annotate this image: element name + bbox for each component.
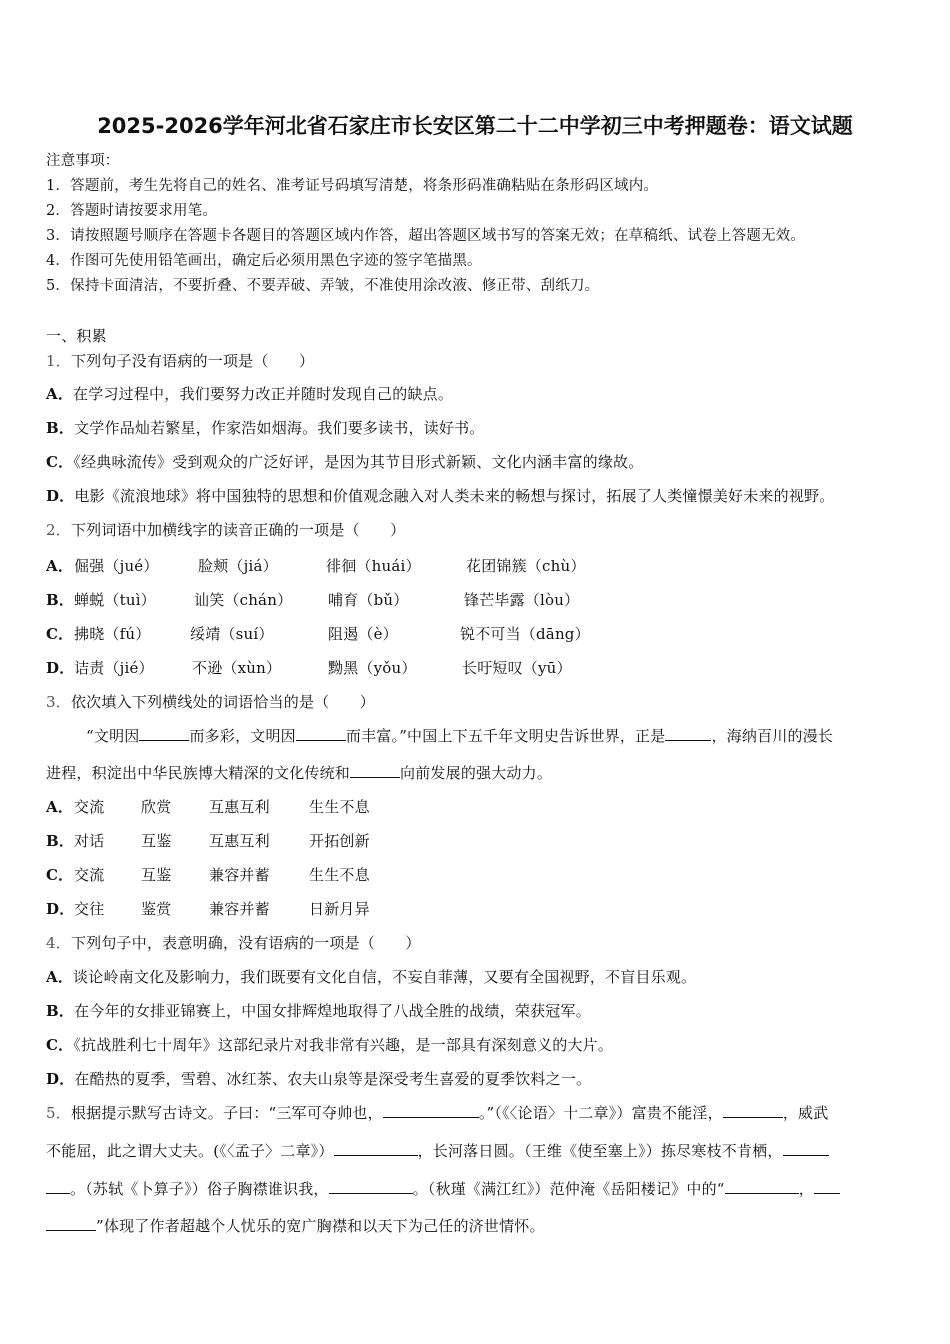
option-word: 对话 bbox=[74, 832, 105, 850]
q1-option-b bbox=[46, 418, 916, 438]
option-key: C． bbox=[46, 453, 74, 471]
fill-blank bbox=[334, 1141, 418, 1156]
passage-text: 而多彩，文明因 bbox=[189, 727, 296, 745]
passage-text: 进程，积淀出中华民族博大精深的文化传统和 bbox=[46, 764, 351, 782]
question-number: 2． bbox=[46, 521, 71, 539]
option-word: 欣赏 bbox=[141, 798, 172, 816]
q4-option-c bbox=[46, 1035, 916, 1055]
passage-text: ，海纳百川的漫长 bbox=[711, 727, 834, 745]
fill-blank bbox=[814, 1179, 840, 1194]
question-3 bbox=[46, 692, 916, 712]
option-word: 互鉴 bbox=[141, 866, 172, 884]
page-title: 2025-2026学年河北省石家庄市长安区第二十二中学初三中考押题卷：语文试题 bbox=[97, 114, 853, 138]
option-key: D． bbox=[46, 487, 75, 505]
option-word: 互惠互利 bbox=[209, 798, 270, 816]
option-key: D． bbox=[46, 900, 75, 918]
question-4 bbox=[46, 933, 916, 953]
question-number: 1． bbox=[46, 352, 71, 370]
fill-blank bbox=[329, 1179, 413, 1194]
question-2 bbox=[46, 520, 916, 540]
question-text: 根据提示默写古诗文。子曰：“三军可夺帅也， bbox=[70, 1104, 383, 1122]
notice-heading: 注意事项： bbox=[46, 153, 120, 169]
option-text: 电影《流浪地球》将中国独特的思想和价值观念融入对人类未来的畅想与探讨，拓展了人类憧憬美好未来的视野。 bbox=[74, 487, 835, 505]
question-5-line-1 bbox=[46, 1103, 916, 1123]
option-word: 交往 bbox=[74, 900, 105, 918]
question-text: ，长河落日圆。（王维《使至塞上》）拣尽寒枝不肯栖， bbox=[417, 1142, 783, 1160]
passage-text: 而丰富。”中国上下五千年文明史告诉世界，正是 bbox=[345, 727, 666, 745]
question-5-line-4 bbox=[46, 1216, 916, 1236]
option-key: D． bbox=[46, 659, 75, 677]
passage-text: 向前发展的强大动力。 bbox=[400, 764, 553, 782]
option-text: 《抗战胜利七十周年》这部纪录片对我非常有兴趣，是一部具有深刻意义的大片。 bbox=[73, 1036, 614, 1054]
option-text: 《经典咏流传》受到观众的广泛好评，是因为其节目形式新颖、文化内涵丰富的缘故。 bbox=[73, 453, 644, 471]
question-number: 5． bbox=[46, 1104, 71, 1122]
option-word: 倔强（jué） bbox=[74, 557, 159, 575]
option-word: 花团锦簇（chù） bbox=[466, 557, 586, 575]
option-key: B． bbox=[46, 832, 75, 850]
option-text: 在今年的女排亚锦赛上，中国女排辉煌地取得了八战全胜的战绩，荣获冠军。 bbox=[74, 1002, 591, 1020]
option-word: 生生不息 bbox=[309, 798, 370, 816]
option-word: 互惠互利 bbox=[209, 832, 270, 850]
q3-passage-line-2 bbox=[46, 763, 916, 783]
question-number: 4． bbox=[46, 934, 71, 952]
question-1 bbox=[46, 351, 916, 371]
q1-option-d bbox=[46, 486, 916, 506]
option-word: 脸颊（jiá） bbox=[198, 557, 278, 575]
option-key: A． bbox=[46, 798, 74, 816]
option-key: C． bbox=[46, 625, 74, 643]
option-word: 阻遏（è） bbox=[328, 625, 398, 643]
option-word: 不逊（xùn） bbox=[192, 659, 282, 677]
fill-blank bbox=[46, 1216, 96, 1231]
question-text: 。（秋瑾《满江红》）范仲淹《岳阳楼记》中的“ bbox=[412, 1180, 725, 1198]
question-stem: 下列句子没有语病的一项是（ ） bbox=[70, 352, 315, 370]
option-word: 黝黑（yǒu） bbox=[328, 659, 417, 677]
option-word: 鉴赏 bbox=[141, 900, 172, 918]
q4-option-d bbox=[46, 1069, 916, 1089]
question-text: 。（苏轼《卜算子》）俗子胸襟谁识我， bbox=[70, 1180, 329, 1198]
option-word: 蝉蜕（tuì） bbox=[74, 591, 156, 609]
option-word: 哺育（bǔ） bbox=[328, 591, 409, 609]
option-key: A． bbox=[46, 968, 74, 986]
fill-blank bbox=[383, 1103, 479, 1118]
fill-blank bbox=[139, 726, 189, 741]
option-text: 在学习过程中，我们要努力改正并随时发现自己的缺点。 bbox=[73, 385, 454, 403]
question-number: 3． bbox=[46, 693, 71, 711]
passage-text: “文明因 bbox=[86, 727, 140, 745]
question-text: ，威武 bbox=[782, 1104, 829, 1122]
q4-option-b bbox=[46, 1001, 916, 1021]
fill-blank bbox=[46, 1179, 70, 1194]
option-word: 交流 bbox=[74, 798, 105, 816]
option-key: B． bbox=[46, 419, 75, 437]
question-stem: 下列词语中加横线字的读音正确的一项是（ ） bbox=[70, 521, 406, 539]
option-word: 诘责（jié） bbox=[74, 659, 154, 677]
q1-option-a bbox=[46, 384, 916, 404]
q1-option-c bbox=[46, 452, 916, 472]
option-key: B． bbox=[46, 591, 75, 609]
question-text: 不能屈，此之谓大丈夫。(《〈孟子〉二章》） bbox=[46, 1142, 334, 1160]
notice-item: 5．保持卡面清洁，不要折叠、不要弄破、弄皱，不准使用涂改液、修正带、刮纸刀。 bbox=[46, 278, 600, 294]
option-word: 开拓创新 bbox=[309, 832, 370, 850]
question-5-line-2 bbox=[46, 1141, 916, 1161]
fill-blank bbox=[783, 1141, 829, 1156]
option-key: A． bbox=[46, 557, 74, 575]
fill-blank bbox=[723, 1103, 783, 1118]
option-word: 绥靖（suí） bbox=[190, 625, 274, 643]
option-key: A． bbox=[46, 385, 74, 403]
question-stem: 下列句子中，表意明确，没有语病的一项是（ ） bbox=[70, 934, 421, 952]
section-heading: 一、积累 bbox=[46, 327, 107, 345]
option-word: 兼容并蓄 bbox=[209, 900, 270, 918]
fill-blank bbox=[665, 726, 711, 741]
notice-item: 3．请按照题号顺序在答题卡各题目的答题区域内作答，超出答题区域书写的答案无效；在草稿纸、试卷上答题无效。 bbox=[46, 228, 806, 244]
option-word: 讪笑（chán） bbox=[194, 591, 293, 609]
notice-item: 4．作图可先使用铅笔画出，确定后必须用黑色字迹的签字笔描黑。 bbox=[46, 253, 482, 269]
option-word: 日新月异 bbox=[309, 900, 370, 918]
option-key: B． bbox=[46, 1002, 75, 1020]
question-text: 。”（《〈论语〉十二章》）富贵不能淫， bbox=[478, 1104, 723, 1122]
question-text: ”体现了作者超越个人忧乐的宽广胸襟和以天下为己任的济世情怀。 bbox=[96, 1217, 545, 1235]
option-word: 锐不可当（dāng） bbox=[460, 625, 590, 643]
fill-blank bbox=[296, 726, 346, 741]
option-word: 锋芒毕露（lòu） bbox=[464, 591, 580, 609]
notice-item: 1．答题前，考生先将自己的姓名、准考证号码填写清楚，将条形码准确粘贴在条形码区域内。 bbox=[46, 178, 659, 194]
option-word: 交流 bbox=[74, 866, 105, 884]
option-text: 谈论岭南文化及影响力，我们既要有文化自信，不妄自菲薄，又要有全国视野，不盲目乐观。 bbox=[73, 968, 697, 986]
question-5-line-3 bbox=[46, 1179, 916, 1199]
option-word: 兼容并蓄 bbox=[209, 866, 270, 884]
option-key: D． bbox=[46, 1070, 75, 1088]
q3-passage-line-1 bbox=[86, 726, 906, 746]
fill-blank bbox=[725, 1179, 799, 1194]
option-word: 互鉴 bbox=[141, 832, 172, 850]
option-key: C． bbox=[46, 1036, 74, 1054]
option-text: 在酷热的夏季，雪碧、冰红茶、农夫山泉等是深受考生喜爱的夏季饮料之一。 bbox=[74, 1070, 592, 1088]
q4-option-a bbox=[46, 967, 916, 987]
option-word: 拂晓（fú） bbox=[74, 625, 151, 643]
option-word: 生生不息 bbox=[309, 866, 370, 884]
fill-blank bbox=[350, 763, 400, 778]
option-word: 长吁短叹（yū） bbox=[462, 659, 572, 677]
option-text: 文学作品灿若繁星，作家浩如烟海。我们要多读书，读好书。 bbox=[74, 419, 485, 437]
option-word: 徘徊（huái） bbox=[326, 557, 421, 575]
question-stem: 依次填入下列横线处的词语恰当的是（ ） bbox=[70, 693, 375, 711]
question-text: ， bbox=[798, 1180, 814, 1198]
notice-item: 2．答题时请按要求用笔。 bbox=[46, 203, 218, 219]
option-key: C． bbox=[46, 866, 74, 884]
